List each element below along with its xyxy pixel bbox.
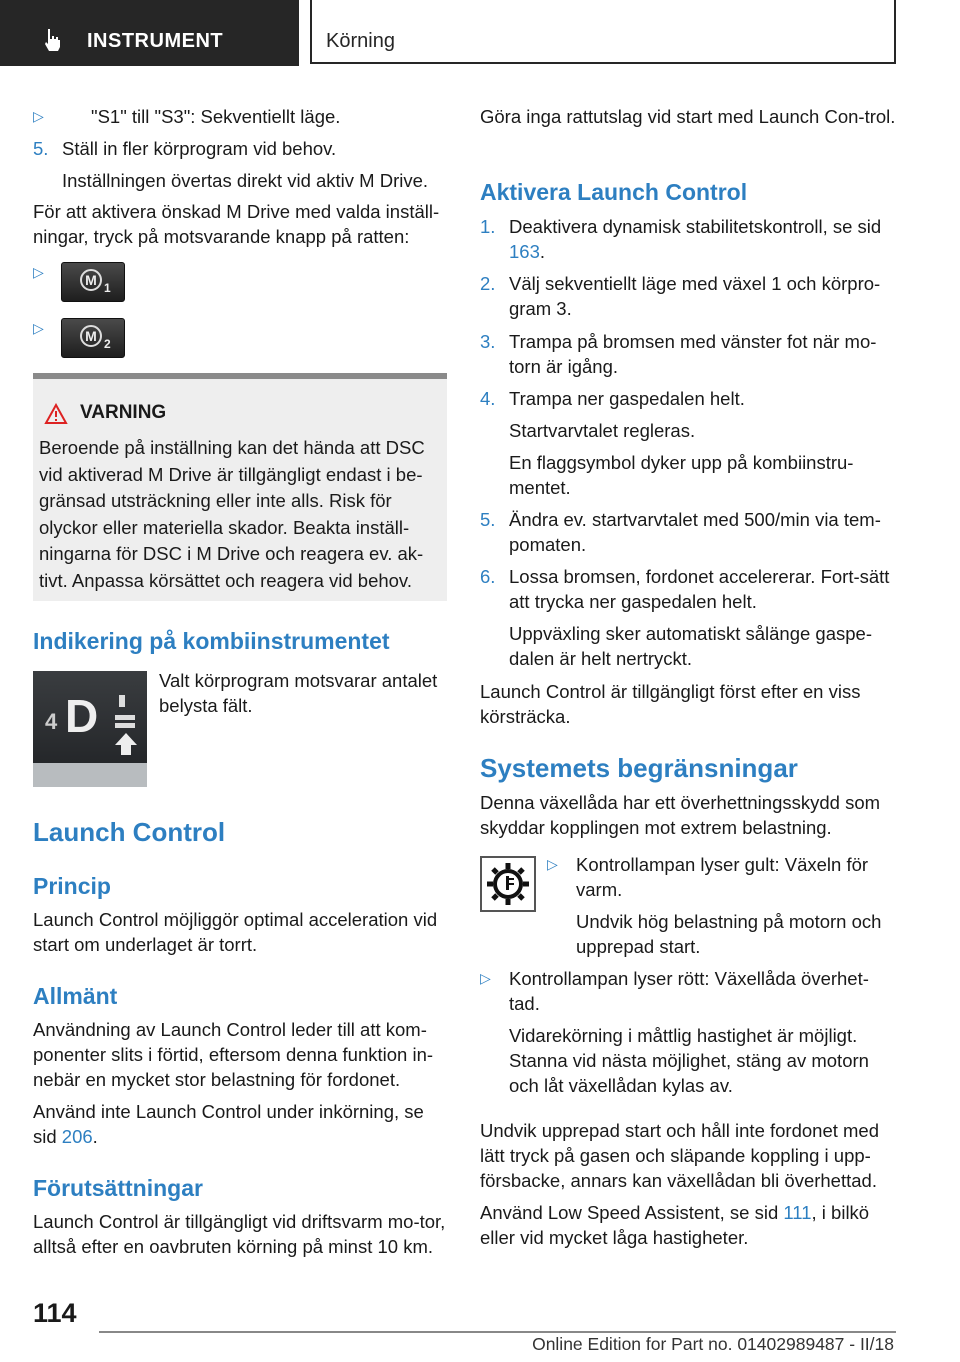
step-note: Inställningen övertas direkt vid aktiv M Drive.: [62, 170, 429, 191]
step-5-right: [480, 507, 896, 557]
heading-allmant: Allmänt: [33, 983, 118, 1009]
warning-title: VARNING: [80, 402, 167, 423]
cluster-bottom-strip: [33, 763, 147, 787]
section-label: Körning: [326, 30, 395, 52]
warning-text: Beroende på inställning kan det hända att DSC vid aktiverad M Drive är tillgängligt endast i be-gränsad utsträckning eller inte alls. Risk för olyckor eller materiella skador. Beakta inställ-ningarna för DSC i M Drive och reagera ev. ak-tivt. Anpassa körsättet och reagera vid behov.: [39, 437, 425, 591]
m2-button-row: [33, 318, 125, 358]
hand-pointer-icon: [40, 27, 66, 53]
step-text: Välj sekventiellt läge med växel 1 och körpro-gram 3.: [509, 273, 881, 319]
step-text: Trampa ner gaspedalen helt.: [509, 388, 745, 409]
gear-number: 4: [45, 709, 58, 734]
text: Använd inte Launch Control under inkörning, se sid: [33, 1101, 424, 1147]
page-number: 114: [33, 1298, 77, 1328]
list-item-note: Undvik hög belastning på motorn och upprepad start.: [576, 911, 882, 957]
page-header: [0, 0, 960, 66]
paragraph: Launch Control är tillgängligt vid driftsvarm mo-tor, alltså efter en oavbruten körning på minst 10 km.: [33, 1211, 446, 1257]
triangle-bullet-icon: ▷: [33, 264, 44, 280]
list-item-text: Kontrollampan lyser gult: Växeln för varm.: [576, 854, 869, 900]
gear-temperature-icon: [482, 858, 534, 910]
text: .: [539, 241, 546, 262]
triangle-bullet-icon: ▷: [33, 320, 44, 336]
drive-mode-bars-icon: [113, 691, 139, 763]
warning-box: [33, 373, 447, 601]
m2-steering-button: [61, 318, 125, 358]
heading-princip: Princip: [33, 873, 111, 899]
text: Deaktivera dynamisk stabilitetskontroll, se sid: [509, 216, 882, 237]
page-link[interactable]: 206: [61, 1126, 93, 1147]
cluster-image: [33, 671, 147, 787]
paragraph: [480, 1200, 896, 1250]
paragraph: Undvik upprepad start och håll inte fordonet med lätt tryck på gasen och släpande koppling i upp-försbacke, annars kan växellådan bli överhettad.: [480, 1120, 880, 1191]
paragraph: Launch Control är tillgängligt först efter en viss körsträcka.: [480, 681, 861, 727]
paragraph: Denna växellåda har ett överhettningsskydd som skyddar kopplingen mot extrem belastning.: [480, 792, 881, 838]
heading-launch-control: Launch Control: [33, 817, 226, 847]
triangle-bullet-icon: ▷: [547, 856, 558, 872]
transmission-warning-lamp: [480, 856, 536, 912]
list-item-s1: [33, 104, 447, 129]
button-subscript: 2: [104, 337, 111, 351]
paragraph: Användning av Launch Control leder till att kom-ponenter slits i förtid, eftersom denna funktion in-nebär en mycket stor belastning för fordonet.: [33, 1019, 434, 1090]
chapter-tab-label: INSTRUMENT: [87, 30, 224, 52]
page-link[interactable]: 111: [783, 1202, 812, 1223]
chapter-tab[interactable]: [0, 0, 299, 66]
heading-aktivera: Aktivera Launch Control: [480, 179, 748, 205]
step-number: 4.: [480, 388, 496, 409]
heading-indikering: Indikering på kombiinstrumentet: [33, 628, 390, 654]
step-text: Lossa bromsen, fordonet accelererar. Fort-sätt att trycka ner gaspedalen helt.: [509, 566, 890, 612]
paragraph: [33, 1099, 447, 1149]
step-3: [480, 329, 896, 379]
m-logo-icon: M: [80, 325, 102, 347]
m-logo-icon: M: [80, 269, 102, 291]
step-text: Ändra ev. startvarvtalet med 500/min via tem-pomaten.: [509, 509, 881, 555]
footer-divider: [99, 1331, 896, 1333]
step-5: [33, 136, 447, 193]
step-1: [480, 214, 896, 264]
text: , i bilkö eller vid mycket låga hastigheter.: [480, 1202, 870, 1248]
paragraph: Launch Control möjliggör optimal acceleration vid start om underlaget är torrt.: [33, 909, 438, 955]
text: .: [92, 1126, 98, 1147]
step-6: [480, 564, 896, 671]
m1-button-row: [33, 262, 125, 302]
gear-letter: D: [65, 690, 99, 742]
step-text: Trampa på bromsen med vänster fot när mo-torn är igång.: [509, 331, 877, 377]
step-text: Ställ in fler körprogram vid behov.: [62, 138, 337, 159]
step-4: [480, 386, 896, 500]
heading-systemets: Systemets begränsningar: [480, 753, 798, 783]
page-link[interactable]: 163: [509, 241, 540, 262]
list-item-text: "S1" till "S3": Sekventiellt läge.: [91, 106, 341, 127]
list-item-text: Kontrollampan lyser rött: Växellåda överhet-tad.: [509, 968, 869, 1014]
list-item-yellow: [547, 852, 896, 959]
text: Använd Low Speed Assistent, se sid: [480, 1202, 784, 1223]
paragraph: Göra inga rattutslag vid start med Launch Con-trol.: [480, 106, 896, 127]
step-number: 2.: [480, 273, 496, 294]
list-item-note: Vidarekörning i måttlig hastighet är möjligt. Stanna vid nästa möjlighet, stäng av motorn och låt växellådan kylas av.: [509, 1025, 869, 1096]
triangle-bullet-icon: ▷: [480, 970, 491, 986]
step-text: [480, 214, 896, 264]
warning-triangle-icon: [44, 403, 68, 425]
step-2: [480, 271, 896, 321]
step-number: 1.: [480, 216, 496, 237]
step-note: Startvarvtalet regleras.: [509, 420, 696, 441]
m1-steering-button: [61, 262, 125, 302]
step-number: 5.: [33, 138, 49, 159]
paragraph: Valt körprogram motsvarar antalet belysta fält.: [159, 670, 438, 716]
step-number: 6.: [480, 566, 496, 587]
step-number: 3.: [480, 331, 496, 352]
button-subscript: 1: [104, 281, 111, 295]
paragraph: För att aktivera önskad M Drive med valda inställ-ningar, tryck på motsvarande knapp på ratten:: [33, 201, 440, 247]
section-tab: [310, 0, 896, 64]
list-item-red: [480, 966, 896, 1098]
triangle-bullet-icon: ▷: [33, 108, 44, 124]
step-note: En flaggsymbol dyker upp på kombiinstru-mentet.: [509, 452, 854, 498]
edition-footer: Online Edition for Part no. 01402989487 - II/18: [532, 1334, 894, 1354]
step-number: 5.: [480, 509, 496, 530]
heading-forutsattningar: Förutsättningar: [33, 1175, 203, 1201]
step-note: Uppväxling sker automatiskt sålänge gaspe-dalen är helt nertryckt.: [509, 623, 872, 669]
